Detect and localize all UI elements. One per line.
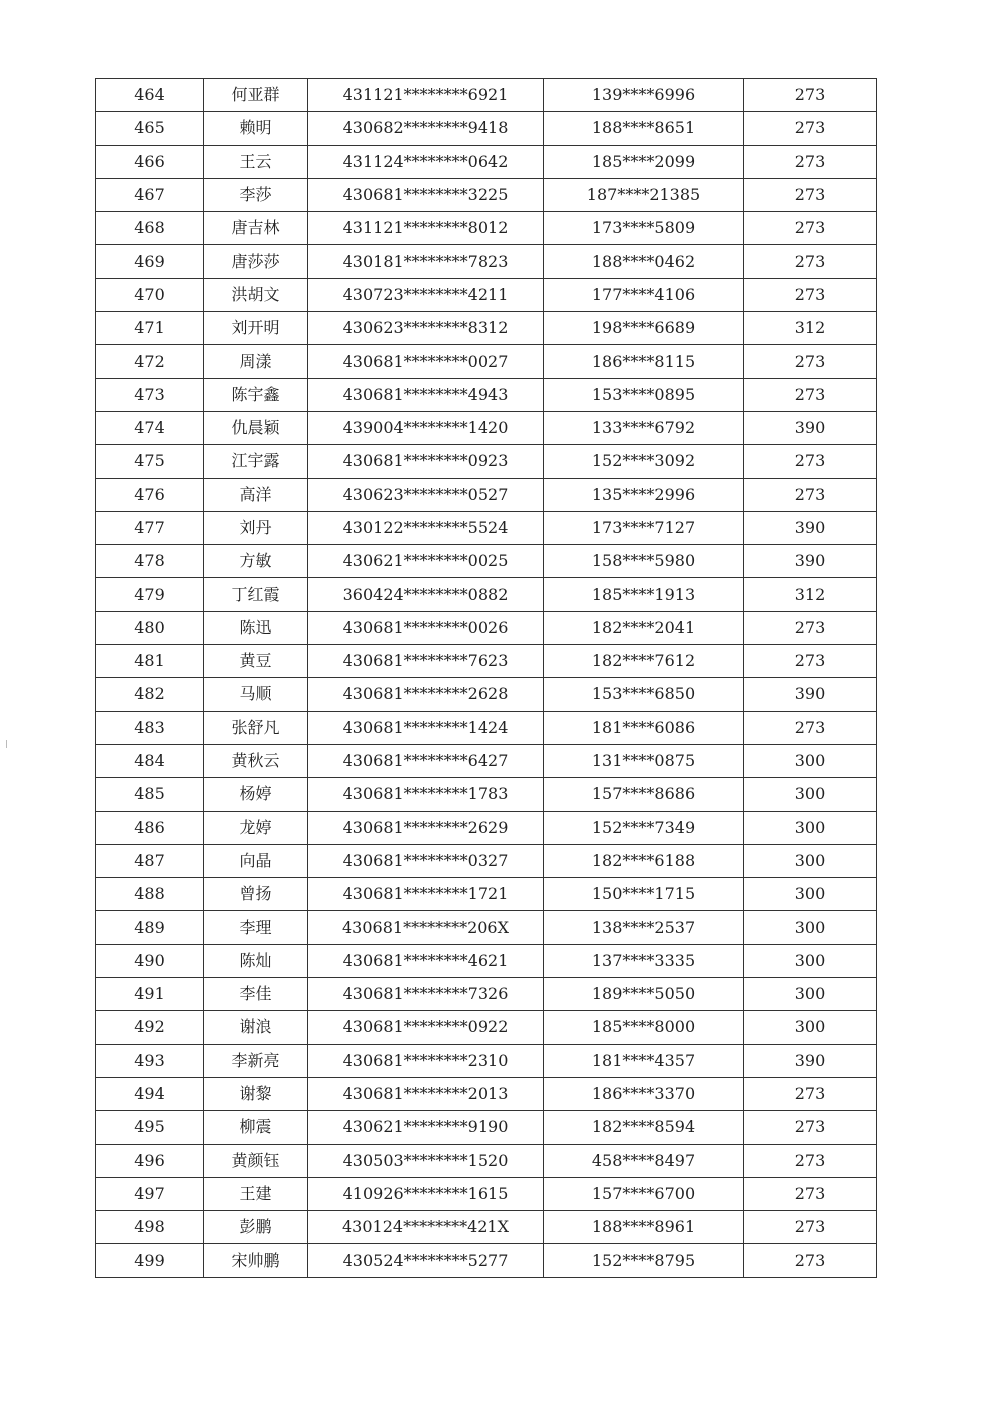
- table-row: [96, 711, 877, 744]
- row-number-cell: 496: [96, 1144, 204, 1177]
- table-row: [96, 245, 877, 278]
- amount-cell: 273: [744, 1144, 877, 1177]
- row-number-cell: 464: [96, 79, 204, 112]
- amount-cell: 273: [744, 212, 877, 245]
- phone-cell: 181****6086: [544, 711, 744, 744]
- table-row: [96, 278, 877, 311]
- amount-cell: 273: [744, 79, 877, 112]
- name-cell: 王建: [204, 1177, 308, 1210]
- amount-cell: 390: [744, 411, 877, 444]
- row-number-cell: 494: [96, 1077, 204, 1110]
- table-row: [96, 811, 877, 844]
- phone-cell: 188****8961: [544, 1211, 744, 1244]
- row-number-cell: 490: [96, 944, 204, 977]
- id-number-cell: 430621********9190: [308, 1111, 544, 1144]
- row-number-cell: 483: [96, 711, 204, 744]
- phone-cell: 131****0875: [544, 744, 744, 777]
- id-number-cell: 360424********0882: [308, 578, 544, 611]
- amount-cell: 300: [744, 978, 877, 1011]
- amount-cell: 273: [744, 278, 877, 311]
- id-number-cell: 430681********3225: [308, 178, 544, 211]
- amount-cell: 273: [744, 245, 877, 278]
- name-cell: 李佳: [204, 978, 308, 1011]
- table-row: [96, 744, 877, 777]
- row-number-cell: 485: [96, 778, 204, 811]
- amount-cell: 273: [744, 711, 877, 744]
- row-number-cell: 478: [96, 545, 204, 578]
- id-number-cell: 430681********1783: [308, 778, 544, 811]
- table-row: [96, 1211, 877, 1244]
- scan-edge-mark: [6, 740, 7, 748]
- row-number-cell: 472: [96, 345, 204, 378]
- table-row: [96, 1077, 877, 1110]
- id-number-cell: 439004********1420: [308, 411, 544, 444]
- id-number-cell: 430623********0527: [308, 478, 544, 511]
- id-number-cell: 430723********4211: [308, 278, 544, 311]
- id-number-cell: 430681********7326: [308, 978, 544, 1011]
- row-number-cell: 489: [96, 911, 204, 944]
- phone-cell: 177****4106: [544, 278, 744, 311]
- id-number-cell: 430681********4621: [308, 944, 544, 977]
- row-number-cell: 479: [96, 578, 204, 611]
- row-number-cell: 488: [96, 878, 204, 911]
- row-number-cell: 480: [96, 611, 204, 644]
- id-number-cell: 430681********2628: [308, 678, 544, 711]
- table-row: [96, 678, 877, 711]
- id-number-cell: 430681********0923: [308, 445, 544, 478]
- table-row: [96, 411, 877, 444]
- phone-cell: 150****1715: [544, 878, 744, 911]
- id-number-cell: 431124********0642: [308, 145, 544, 178]
- amount-cell: 273: [744, 611, 877, 644]
- table-row: [96, 911, 877, 944]
- amount-cell: 273: [744, 178, 877, 211]
- name-cell: 谢黎: [204, 1077, 308, 1110]
- amount-cell: 390: [744, 678, 877, 711]
- amount-cell: 390: [744, 511, 877, 544]
- amount-cell: 300: [744, 1011, 877, 1044]
- amount-cell: 273: [744, 478, 877, 511]
- table-row: [96, 312, 877, 345]
- table-row: [96, 1111, 877, 1144]
- phone-cell: 198****6689: [544, 312, 744, 345]
- table-row: [96, 944, 877, 977]
- amount-cell: 273: [744, 1111, 877, 1144]
- phone-cell: 187****21385: [544, 178, 744, 211]
- row-number-cell: 482: [96, 678, 204, 711]
- amount-cell: 300: [744, 944, 877, 977]
- id-number-cell: 430681********206X: [308, 911, 544, 944]
- id-number-cell: 430681********1424: [308, 711, 544, 744]
- phone-cell: 458****8497: [544, 1144, 744, 1177]
- phone-cell: 182****7612: [544, 645, 744, 678]
- name-cell: 唐吉林: [204, 212, 308, 245]
- id-number-cell: 430181********7823: [308, 245, 544, 278]
- roster-table-body: [96, 79, 877, 1278]
- name-cell: 李莎: [204, 178, 308, 211]
- amount-cell: 273: [744, 112, 877, 145]
- phone-cell: 173****5809: [544, 212, 744, 245]
- table-row: [96, 1244, 877, 1277]
- id-number-cell: 430681********6427: [308, 744, 544, 777]
- name-cell: 龙婷: [204, 811, 308, 844]
- amount-cell: 300: [744, 811, 877, 844]
- name-cell: 陈迅: [204, 611, 308, 644]
- phone-cell: 158****5980: [544, 545, 744, 578]
- phone-cell: 182****2041: [544, 611, 744, 644]
- row-number-cell: 467: [96, 178, 204, 211]
- phone-cell: 182****6188: [544, 844, 744, 877]
- name-cell: 谢浪: [204, 1011, 308, 1044]
- row-number-cell: 475: [96, 445, 204, 478]
- name-cell: 张舒凡: [204, 711, 308, 744]
- name-cell: 方敏: [204, 545, 308, 578]
- name-cell: 周漾: [204, 345, 308, 378]
- id-number-cell: 430681********1721: [308, 878, 544, 911]
- name-cell: 彭鹏: [204, 1211, 308, 1244]
- table-row: [96, 1177, 877, 1210]
- id-number-cell: 430621********0025: [308, 545, 544, 578]
- row-number-cell: 477: [96, 511, 204, 544]
- id-number-cell: 430681********7623: [308, 645, 544, 678]
- id-number-cell: 430681********4943: [308, 378, 544, 411]
- name-cell: 刘丹: [204, 511, 308, 544]
- phone-cell: 133****6792: [544, 411, 744, 444]
- table-row: [96, 212, 877, 245]
- table-row: [96, 511, 877, 544]
- row-number-cell: 470: [96, 278, 204, 311]
- id-number-cell: 430122********5524: [308, 511, 544, 544]
- phone-cell: 182****8594: [544, 1111, 744, 1144]
- name-cell: 马顺: [204, 678, 308, 711]
- row-number-cell: 481: [96, 645, 204, 678]
- table-row: [96, 178, 877, 211]
- name-cell: 刘开明: [204, 312, 308, 345]
- id-number-cell: 410926********1615: [308, 1177, 544, 1210]
- phone-cell: 189****5050: [544, 978, 744, 1011]
- name-cell: 黄秋云: [204, 744, 308, 777]
- name-cell: 宋帅鹏: [204, 1244, 308, 1277]
- row-number-cell: 493: [96, 1044, 204, 1077]
- name-cell: 陈宇鑫: [204, 378, 308, 411]
- amount-cell: 300: [744, 744, 877, 777]
- roster-table: [95, 78, 877, 1278]
- table-row: [96, 645, 877, 678]
- id-number-cell: 430503********1520: [308, 1144, 544, 1177]
- amount-cell: 273: [744, 1177, 877, 1210]
- name-cell: 王云: [204, 145, 308, 178]
- id-number-cell: 430682********9418: [308, 112, 544, 145]
- name-cell: 洪胡文: [204, 278, 308, 311]
- name-cell: 杨婷: [204, 778, 308, 811]
- amount-cell: 390: [744, 1044, 877, 1077]
- row-number-cell: 498: [96, 1211, 204, 1244]
- row-number-cell: 465: [96, 112, 204, 145]
- row-number-cell: 497: [96, 1177, 204, 1210]
- phone-cell: 188****0462: [544, 245, 744, 278]
- phone-cell: 152****8795: [544, 1244, 744, 1277]
- name-cell: 黄豆: [204, 645, 308, 678]
- amount-cell: 300: [744, 911, 877, 944]
- row-number-cell: 471: [96, 312, 204, 345]
- id-number-cell: 430124********421X: [308, 1211, 544, 1244]
- table-row: [96, 112, 877, 145]
- phone-cell: 153****6850: [544, 678, 744, 711]
- table-row: [96, 545, 877, 578]
- row-number-cell: 476: [96, 478, 204, 511]
- row-number-cell: 484: [96, 744, 204, 777]
- id-number-cell: 430681********0922: [308, 1011, 544, 1044]
- phone-cell: 181****4357: [544, 1044, 744, 1077]
- phone-cell: 138****2537: [544, 911, 744, 944]
- table-row: [96, 79, 877, 112]
- row-number-cell: 491: [96, 978, 204, 1011]
- phone-cell: 135****2996: [544, 478, 744, 511]
- phone-cell: 186****8115: [544, 345, 744, 378]
- amount-cell: 300: [744, 844, 877, 877]
- phone-cell: 153****0895: [544, 378, 744, 411]
- amount-cell: 273: [744, 645, 877, 678]
- amount-cell: 273: [744, 378, 877, 411]
- table-row: [96, 145, 877, 178]
- name-cell: 曾扬: [204, 878, 308, 911]
- amount-cell: 273: [744, 445, 877, 478]
- table-row: [96, 978, 877, 1011]
- id-number-cell: 431121********6921: [308, 79, 544, 112]
- phone-cell: 185****2099: [544, 145, 744, 178]
- amount-cell: 273: [744, 145, 877, 178]
- phone-cell: 137****3335: [544, 944, 744, 977]
- name-cell: 陈灿: [204, 944, 308, 977]
- row-number-cell: 487: [96, 844, 204, 877]
- row-number-cell: 468: [96, 212, 204, 245]
- table-row: [96, 1144, 877, 1177]
- name-cell: 何亚群: [204, 79, 308, 112]
- phone-cell: 186****3370: [544, 1077, 744, 1110]
- name-cell: 唐莎莎: [204, 245, 308, 278]
- row-number-cell: 499: [96, 1244, 204, 1277]
- row-number-cell: 474: [96, 411, 204, 444]
- table-row: [96, 378, 877, 411]
- phone-cell: 152****3092: [544, 445, 744, 478]
- name-cell: 丁红霞: [204, 578, 308, 611]
- amount-cell: 273: [744, 1211, 877, 1244]
- name-cell: 李新亮: [204, 1044, 308, 1077]
- id-number-cell: 430681********2013: [308, 1077, 544, 1110]
- row-number-cell: 486: [96, 811, 204, 844]
- amount-cell: 300: [744, 878, 877, 911]
- name-cell: 向晶: [204, 844, 308, 877]
- name-cell: 黄颜钰: [204, 1144, 308, 1177]
- amount-cell: 390: [744, 545, 877, 578]
- row-number-cell: 492: [96, 1011, 204, 1044]
- name-cell: 柳震: [204, 1111, 308, 1144]
- id-number-cell: 430681********2310: [308, 1044, 544, 1077]
- amount-cell: 273: [744, 345, 877, 378]
- phone-cell: 139****6996: [544, 79, 744, 112]
- table-row: [96, 778, 877, 811]
- table-row: [96, 1044, 877, 1077]
- name-cell: 仇晨颖: [204, 411, 308, 444]
- id-number-cell: 430681********0026: [308, 611, 544, 644]
- row-number-cell: 473: [96, 378, 204, 411]
- name-cell: 李理: [204, 911, 308, 944]
- amount-cell: 300: [744, 778, 877, 811]
- amount-cell: 273: [744, 1244, 877, 1277]
- table-row: [96, 345, 877, 378]
- row-number-cell: 466: [96, 145, 204, 178]
- name-cell: 高洋: [204, 478, 308, 511]
- table-row: [96, 1011, 877, 1044]
- phone-cell: 152****7349: [544, 811, 744, 844]
- phone-cell: 157****6700: [544, 1177, 744, 1210]
- phone-cell: 157****8686: [544, 778, 744, 811]
- name-cell: 江宇露: [204, 445, 308, 478]
- amount-cell: 273: [744, 1077, 877, 1110]
- id-number-cell: 430681********0327: [308, 844, 544, 877]
- table-row: [96, 844, 877, 877]
- name-cell: 赖明: [204, 112, 308, 145]
- phone-cell: 185****8000: [544, 1011, 744, 1044]
- id-number-cell: 431121********8012: [308, 212, 544, 245]
- id-number-cell: 430623********8312: [308, 312, 544, 345]
- id-number-cell: 430681********0027: [308, 345, 544, 378]
- phone-cell: 185****1913: [544, 578, 744, 611]
- id-number-cell: 430681********2629: [308, 811, 544, 844]
- id-number-cell: 430524********5277: [308, 1244, 544, 1277]
- phone-cell: 173****7127: [544, 511, 744, 544]
- table-row: [96, 445, 877, 478]
- table-row: [96, 578, 877, 611]
- phone-cell: 188****8651: [544, 112, 744, 145]
- amount-cell: 312: [744, 578, 877, 611]
- amount-cell: 312: [744, 312, 877, 345]
- table-row: [96, 878, 877, 911]
- table-row: [96, 611, 877, 644]
- table-row: [96, 478, 877, 511]
- row-number-cell: 495: [96, 1111, 204, 1144]
- row-number-cell: 469: [96, 245, 204, 278]
